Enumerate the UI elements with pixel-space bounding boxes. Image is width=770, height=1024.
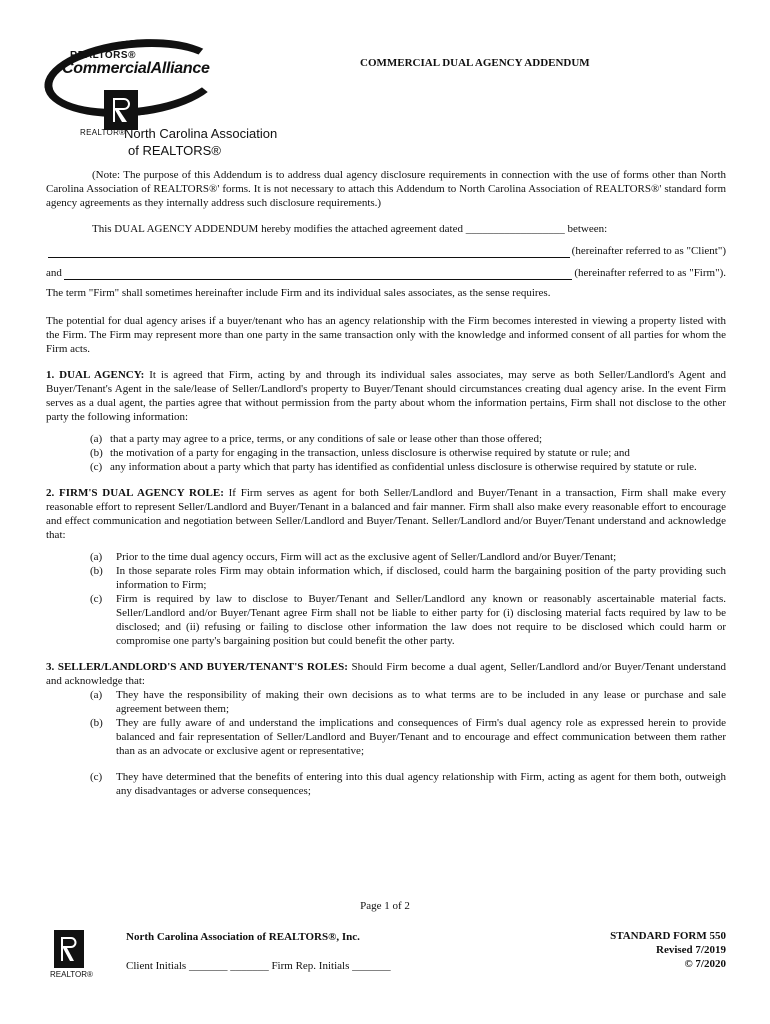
assoc-name-line2: of REALTORS®: [128, 143, 221, 158]
logo-realtor-small: REALTOR®: [80, 128, 126, 137]
modifies-line: This DUAL AGENCY ADDENDUM hereby modifies the attached agreement dated __________________ between:: [92, 223, 608, 235]
list-item: [90, 564, 726, 592]
list-item: [90, 688, 726, 716]
item-text: In those separate roles Firm may obtain information which, if disclosed, could harm the bargaining position of the party providing such information to Firm;: [116, 565, 726, 591]
item-text: Firm is required by law to disclose to Buyer/Tenant and Seller/Landlord any known or reasonably ascertainable material facts. Seller/Landlord and/or Buyer/Tenant agree Firm shall not be liable to either party for (i) disclosing material facts required by law to be disclosed; and (ii) refusing or failing to disclose other information the law does not require to be disclosed which could harm or compromise one party's bargaining position but could benefit the other party.: [116, 593, 726, 647]
item-text: Prior to the time dual agency occurs, Firm will act as the exclusive agent of Seller/Landlord and/or Buyer/Tenant;: [116, 551, 617, 563]
form-copyright: © 7/2020: [684, 958, 726, 970]
page-number: Page 1 of 2: [360, 900, 410, 912]
list-item: [90, 550, 726, 564]
section-3-paragraph: [46, 660, 726, 688]
and-label: and: [46, 267, 62, 279]
section-2-paragraph: [46, 486, 726, 542]
form-revised: Revised 7/2019: [656, 944, 726, 956]
item-label: (b): [90, 447, 103, 459]
list-item: [90, 716, 726, 758]
item-label: (b): [90, 717, 103, 729]
item-text: any information about a party which that party has identified as confidential unless disclosure is otherwise required by statute or rule.: [110, 461, 697, 473]
document-title: COMMERCIAL DUAL AGENCY ADDENDUM: [360, 57, 590, 69]
realtor-r-icon: [104, 90, 138, 130]
section-2-heading: 2. FIRM'S DUAL AGENCY ROLE:: [46, 487, 224, 499]
item-text: They are fully aware of and understand the implications and consequences of Firm's dual agency role as expressed herein to provide balanced and fair representation of Seller/Landlord and Buyer/Tenant and to encourage and effect communication between them rather than as an advocate or exclusive agent or representative;: [116, 717, 726, 757]
form-info: [610, 929, 726, 971]
item-text: that a party may agree to a price, terms, or any conditions of sale or lease other than those offered;: [110, 433, 542, 445]
item-label: (c): [90, 593, 103, 605]
form-number: STANDARD FORM 550: [610, 930, 726, 942]
section-2-list: [46, 550, 726, 648]
footer-realtor-logo: [50, 930, 93, 985]
section-1-text: It is agreed that Firm, acting by and through its individual sales associates, may serve as both Seller/Landlord's Agent and Buyer/Tenant's Agent in the sale/lease of Seller/Landlord's property to Buyer/Tenant should circumstances creating dual agency arise. In the event Firm serves as a dual agent, the parties agree that without permission from the party about whom the information pertains, Firm shall not disclose to the other party the following information:: [46, 369, 727, 423]
term-firm-paragraph: The term "Firm" shall sometimes hereinafter include Firm and its individual sales associates, as the sense requires.: [46, 287, 551, 299]
section-2-text: If Firm serves as agent for both Seller/Landlord and Buyer/Tenant in a transaction, Firm shall make every reasonable effort to represent Seller/Landlord and Buyer/Tenant in a balanced and fair manner. Firm shall also make every reasonable effort to encourage and effect communication and negotiation between Seller/Landlord and Buyer/Tenant. Seller/Landlord and/or Buyer/Tenant understand and acknowledge that:: [46, 487, 726, 541]
client-line: [46, 244, 726, 258]
section-1-paragraph: [46, 368, 726, 424]
list-item: [90, 770, 726, 798]
item-text: the motivation of a party for engaging in the transaction, unless disclosure is otherwise required by statute or rule; and: [110, 447, 630, 459]
firm-line: [46, 266, 726, 280]
section-3-list: [46, 688, 726, 798]
logo-commercial-alliance-text: CommercialAlliance: [62, 60, 210, 77]
section-1-heading: 1. DUAL AGENCY:: [46, 369, 145, 381]
item-label: (a): [90, 433, 103, 445]
header-logo: [40, 36, 290, 166]
logo-realtors-text: REALTORS®: [70, 50, 136, 61]
note-paragraph: (Note: The purpose of this Addendum is to address dual agency disclosure requirements in connection with the use of forms other than North Carolina Association of REALTORS®' forms. It is not necessary to attach this Addendum to North Carolina Association of REALTORS®' standard form agency agreements as they internally address such disclosure requirements.): [46, 169, 726, 209]
potential-paragraph: The potential for dual agency arises if a buyer/tenant who has an agency relationship with the Firm becomes interested in viewing a property listed with the Firm. The Firm may represent more than one party in the same transaction only with the knowledge and informed consent of all parties for whom the Firm acts.: [46, 315, 726, 355]
client-suffix: (hereinafter referred to as "Client"): [571, 245, 726, 257]
section-1-list: [46, 432, 726, 474]
list-item: [90, 446, 726, 460]
item-label: (a): [90, 551, 103, 563]
section-3-heading: 3. SELLER/LANDLORD'S AND BUYER/TENANT'S ROLES:: [46, 661, 348, 673]
item-text: They have the responsibility of making their own decisions as to what terms are to be included in any lease or purchase and sale agreement between them;: [116, 689, 726, 715]
section-3-text: Should Firm become a dual agent, Seller/Landlord and/or Buyer/Tenant understand and acknowledge that:: [46, 661, 726, 687]
footer-realtor-text: REALTOR®: [50, 970, 93, 979]
item-label: (a): [90, 689, 103, 701]
list-item: [90, 432, 726, 446]
assoc-name-line1: North Carolina Association: [124, 126, 278, 141]
initials-line: Client Initials _______ _______ Firm Rep. Initials _______: [126, 960, 391, 972]
item-label: (c): [90, 461, 103, 473]
footer-org-name: North Carolina Association of REALTORS®, Inc.: [126, 931, 360, 943]
list-item: [90, 592, 726, 648]
item-label: (c): [90, 771, 103, 783]
list-item: [90, 460, 726, 474]
document-body: [46, 168, 726, 798]
item-label: (b): [90, 565, 103, 577]
item-text: They have determined that the benefits of entering into this dual agency relationship with Firm, acting as agent for them both, outweigh any disadvantages or adverse consequences;: [116, 771, 726, 797]
firm-suffix: (hereinafter referred to as "Firm").: [574, 267, 726, 279]
client-blank[interactable]: [48, 246, 570, 258]
firm-blank[interactable]: [64, 268, 573, 280]
